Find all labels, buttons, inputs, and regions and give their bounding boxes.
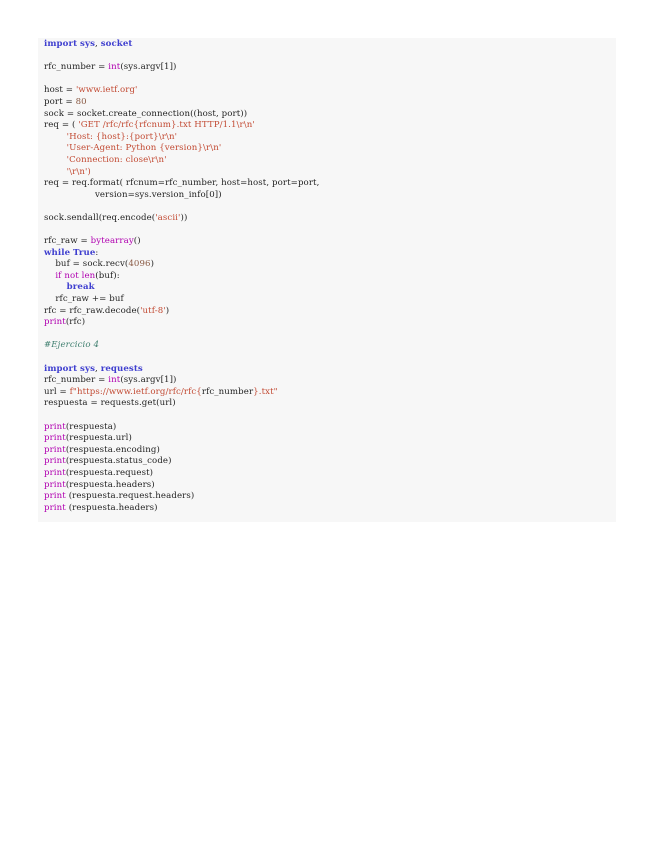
code-token: while <box>44 247 71 258</box>
code-token: f"https://www.ietf.org/rfc/rfc{ <box>69 386 202 397</box>
code-token: , <box>95 39 101 49</box>
code-token: (respuesta.headers) <box>65 479 155 490</box>
code-token: ) <box>150 259 155 270</box>
code-token: rfc = rfc_raw.decode( <box>44 305 141 316</box>
code-token: , <box>95 363 101 374</box>
code-token: bytearray <box>90 236 134 247</box>
code-line <box>44 282 610 294</box>
code-token: (respuesta.request.headers) <box>65 491 195 502</box>
code-token: (rfc) <box>65 317 86 328</box>
code-token: 'ascii' <box>155 212 181 223</box>
code-token: '\r\n') <box>66 166 91 177</box>
code-token: print <box>44 421 66 432</box>
code-line <box>44 201 610 213</box>
code-token: (sys.argv[1]) <box>120 62 177 73</box>
code-token: ) <box>165 305 170 316</box>
code-block <box>38 38 616 522</box>
code-token: 'www.ietf.org' <box>75 85 138 96</box>
code-line <box>44 259 610 271</box>
code-token: print <box>44 467 66 478</box>
code-token: sock.sendall(req.encode( <box>44 212 156 223</box>
code-token <box>44 271 55 281</box>
code-line <box>44 422 610 434</box>
code-token: print <box>44 502 66 513</box>
code-token: : <box>95 247 99 258</box>
code-token: rfc_number = <box>44 375 109 386</box>
code-token: }.txt" <box>253 386 278 397</box>
code-token <box>44 167 67 177</box>
code-token: () <box>133 236 141 247</box>
code-token: rfc_number <box>201 386 254 397</box>
code-token <box>44 143 67 153</box>
code-token: 4096 <box>128 259 151 270</box>
code-line <box>44 109 610 121</box>
code-token: #Ejercicio 4 <box>44 340 100 351</box>
code-line <box>44 132 610 144</box>
code-token: rfc_raw += buf <box>44 294 124 305</box>
code-line <box>44 480 610 492</box>
code-token: (respuesta) <box>65 421 117 432</box>
code-token: break <box>66 282 95 293</box>
code-token: import <box>44 39 78 49</box>
code-token: (sys.argv[1]) <box>120 375 177 386</box>
code-token: (respuesta.url) <box>65 433 132 444</box>
code-line <box>44 340 610 352</box>
code-token: print <box>44 479 66 490</box>
code-token: (buf): <box>95 270 120 281</box>
code-line <box>44 433 610 445</box>
code-line <box>44 225 610 237</box>
code-line <box>44 410 610 422</box>
code-token: (respuesta.encoding) <box>65 444 160 455</box>
code-line <box>44 375 610 387</box>
code-line <box>44 51 610 63</box>
code-line <box>44 178 610 190</box>
code-token: import <box>44 363 78 374</box>
code-token: buf = sock.recv( <box>44 259 129 270</box>
code-token: print <box>44 317 66 328</box>
code-line <box>44 39 610 51</box>
code-line <box>44 143 610 155</box>
code-line <box>44 468 610 480</box>
code-line <box>44 387 610 399</box>
code-token: respuesta = requests.get(url) <box>44 398 176 409</box>
code-token: not <box>64 270 79 281</box>
code-line <box>44 491 610 503</box>
code-token <box>44 155 67 165</box>
code-token: 'utf-8' <box>140 305 166 316</box>
code-line <box>44 236 610 248</box>
code-token: sys <box>80 39 96 49</box>
code-token: requests <box>100 363 143 374</box>
code-token: if <box>55 270 62 281</box>
code-line <box>44 155 610 167</box>
code-token: port = <box>44 96 76 107</box>
code-line <box>44 248 610 260</box>
code-token: 'Host: {host}:{port}\r\n' <box>66 131 178 142</box>
code-line <box>44 120 610 132</box>
code-token: rfc_number = <box>44 62 109 73</box>
code-token: socket <box>100 39 133 49</box>
code-line <box>44 329 610 341</box>
code-line <box>44 352 610 364</box>
code-line <box>44 167 610 179</box>
code-token <box>44 132 67 142</box>
code-token: (respuesta.headers) <box>65 502 158 513</box>
code-token: (respuesta.status_code) <box>65 456 172 467</box>
code-token: sock = socket.create_connection((host, port)) <box>44 108 248 119</box>
code-line <box>44 398 610 410</box>
code-line <box>44 213 610 225</box>
code-line <box>44 503 610 515</box>
code-line <box>44 190 610 202</box>
code-token: 'User-Agent: Python {version}\r\n' <box>66 143 222 154</box>
code-line <box>44 271 610 283</box>
code-token <box>44 282 67 292</box>
code-line <box>44 317 610 329</box>
code-token: print <box>44 433 66 444</box>
code-token: True <box>73 247 96 258</box>
code-token: int <box>108 62 121 73</box>
code-line <box>44 294 610 306</box>
code-line <box>44 456 610 468</box>
code-token: )) <box>180 212 188 223</box>
code-line <box>44 306 610 318</box>
code-token: print <box>44 444 66 455</box>
code-token: 'Connection: close\r\n' <box>66 154 167 165</box>
code-line <box>44 364 610 376</box>
code-token: 'GET /rfc/rfc{rfcnum}.txt HTTP/1.1\r\n' <box>78 120 255 131</box>
code-token: 80 <box>75 96 87 107</box>
code-token: len <box>81 270 96 281</box>
code-token: print <box>44 456 66 467</box>
code-line <box>44 85 610 97</box>
code-token: int <box>108 375 121 386</box>
code-token: version=sys.version_info[0]) <box>44 189 222 200</box>
code-token: print <box>44 491 66 502</box>
code-token: sys <box>80 363 96 374</box>
code-token: (respuesta.request) <box>65 467 154 478</box>
code-token: rfc_raw = <box>44 236 91 247</box>
code-line <box>44 445 610 457</box>
code-line <box>44 62 610 74</box>
code-token: host = <box>44 85 76 96</box>
code-token: url = <box>44 386 70 397</box>
code-line <box>44 74 610 86</box>
code-token: req = req.format( rfcnum=rfc_number, host=host, port=port, <box>44 178 320 189</box>
code-line <box>44 97 610 109</box>
code-token: req = ( <box>44 120 79 131</box>
